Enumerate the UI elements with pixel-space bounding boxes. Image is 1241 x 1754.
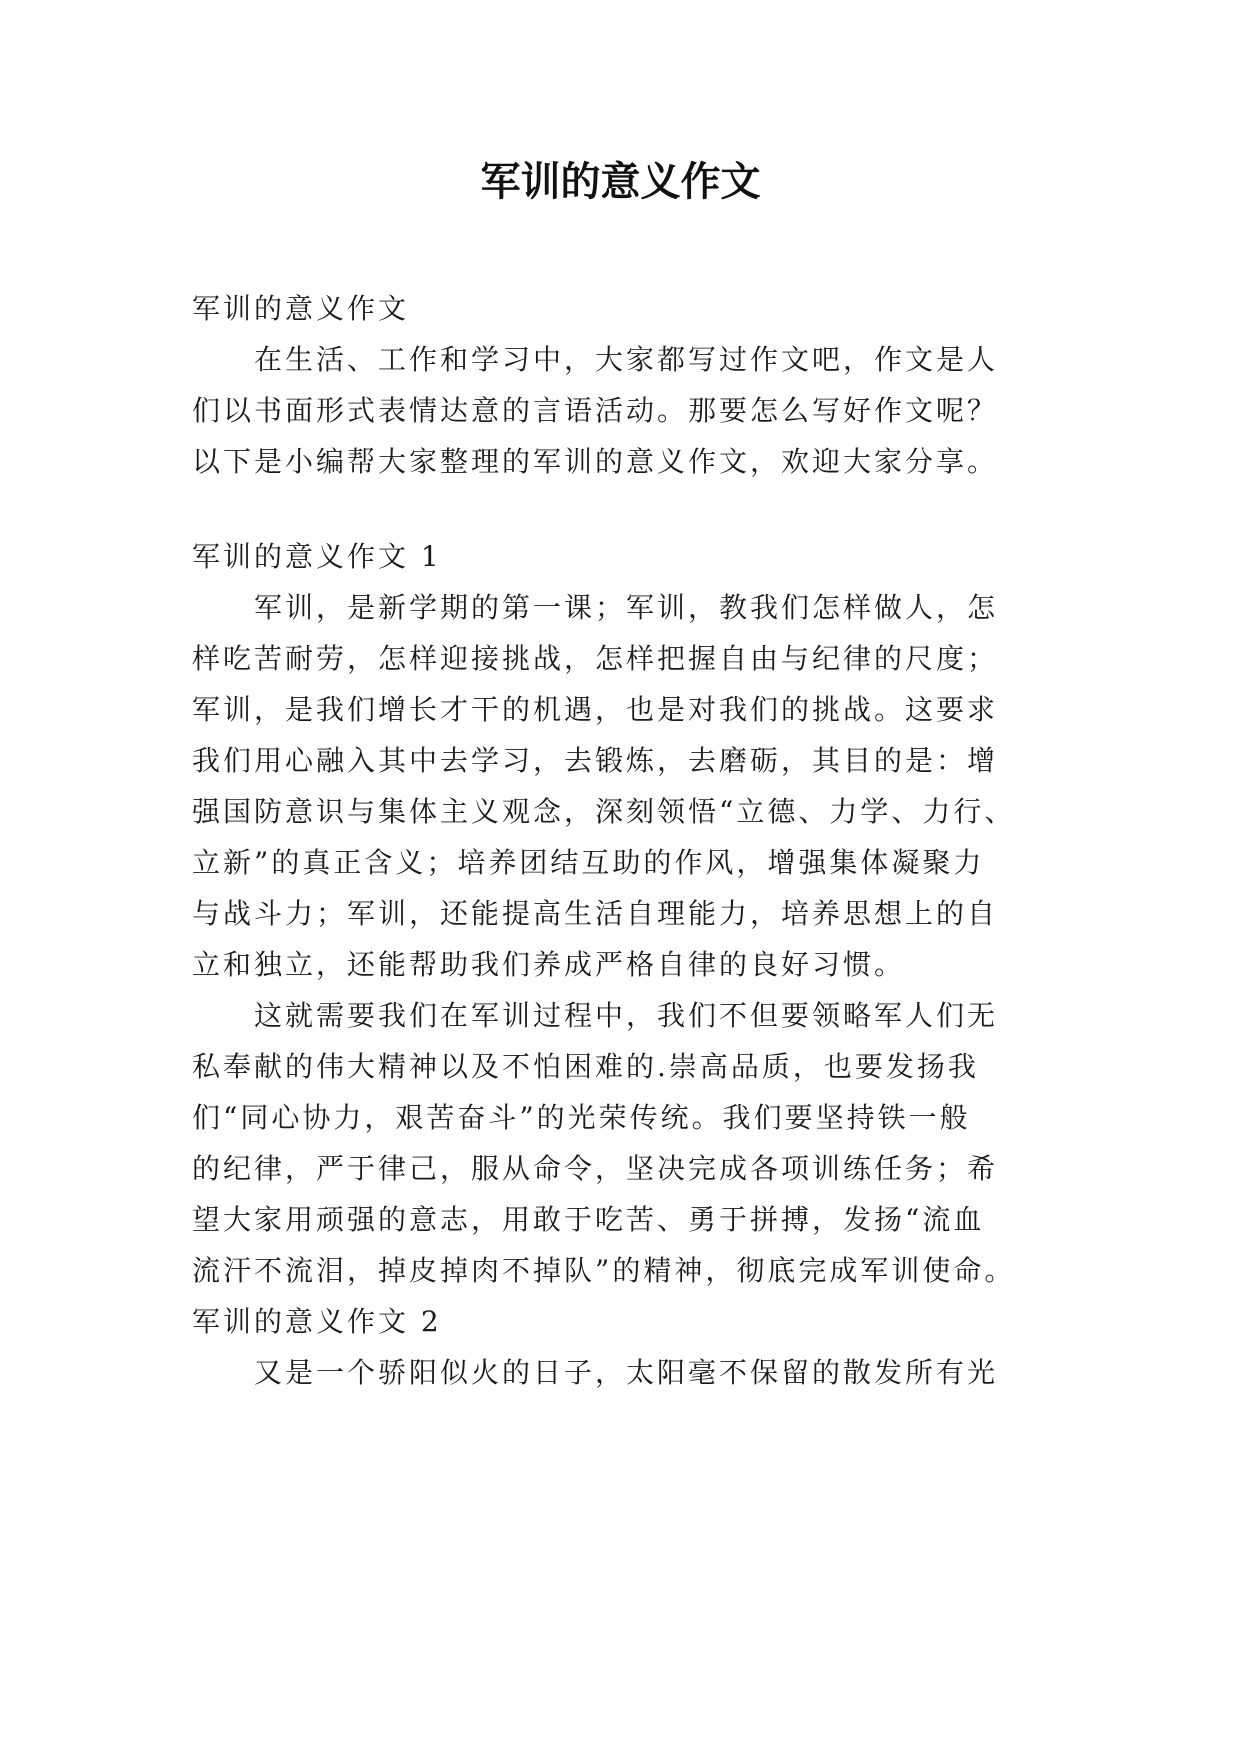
section-gap	[192, 487, 1047, 531]
intro-paragraph	[192, 334, 1047, 487]
section-heading-1: 军训的意义作文 1	[192, 540, 442, 573]
paragraph-line: 又是一个骄阳似火的日子，太阳毫不保留的散发所有光	[254, 1356, 999, 1389]
paragraph-line: 样吃苦耐劳，怎样迎接挑战，怎样把握自由与纪律的尺度；	[192, 642, 999, 675]
paragraph-line: 军训，是新学期的第一课；军训，教我们怎样做人，怎	[254, 591, 999, 624]
paragraph-line: 我们用心融入其中去学习，去锻炼，去磨砺，其目的是：增	[192, 744, 999, 777]
document-body	[192, 283, 1047, 1398]
essay2-paragraph-1	[192, 1347, 1047, 1398]
paragraph-line: 私奉献的伟大精神以及不怕困难的.崇高品质，也要发扬我	[192, 1050, 979, 1083]
paragraph-line: 们以书面形式表情达意的言语活动。那要怎么写好作文呢？	[192, 394, 999, 427]
paragraph-line: 望大家用顽强的意志，用敢于吃苦、勇于拼搏，发扬“流血	[192, 1203, 985, 1236]
essay1-paragraph-1	[192, 582, 1047, 990]
paragraph-line: 的纪律，严于律己，服从命令，坚决完成各项训练任务；希	[192, 1152, 999, 1185]
paragraph-line: 与战斗力；军训，还能提高生活自理能力，培养思想上的自	[192, 897, 999, 930]
essay1-paragraph-2	[192, 990, 1047, 1296]
paragraph-line: 立和独立，还能帮助我们养成严格自律的良好习惯。	[192, 948, 906, 981]
paragraph-line: 军训，是我们增长才干的机遇，也是对我们的挑战。这要求	[192, 693, 999, 726]
paragraph-line: 以下是小编帮大家整理的军训的意义作文，欢迎大家分享。	[192, 445, 999, 478]
paragraph-line: 这就需要我们在军训过程中，我们不但要领略军人们无	[254, 999, 999, 1032]
paragraph-line: 流汗不流泪，掉皮掉肉不掉队”的精神，彻底完成军训使命。	[192, 1254, 1016, 1287]
document-title: 军训的意义作文	[480, 159, 761, 205]
subtitle: 军训的意义作文	[192, 292, 410, 325]
section-heading-2: 军训的意义作文 2	[192, 1305, 442, 1338]
paragraph-line: 立新”的真正含义；培养团结互助的作风，增强集体凝聚力	[192, 846, 985, 879]
paragraph-line: 在生活、工作和学习中，大家都写过作文吧，作文是人	[254, 343, 999, 376]
paragraph-line: 强国防意识与集体主义观念，深刻领悟“立德、力学、力行、	[192, 795, 1016, 828]
paragraph-line: 们“同心协力，艰苦奋斗”的光荣传统。我们要坚持铁一般	[192, 1101, 971, 1134]
